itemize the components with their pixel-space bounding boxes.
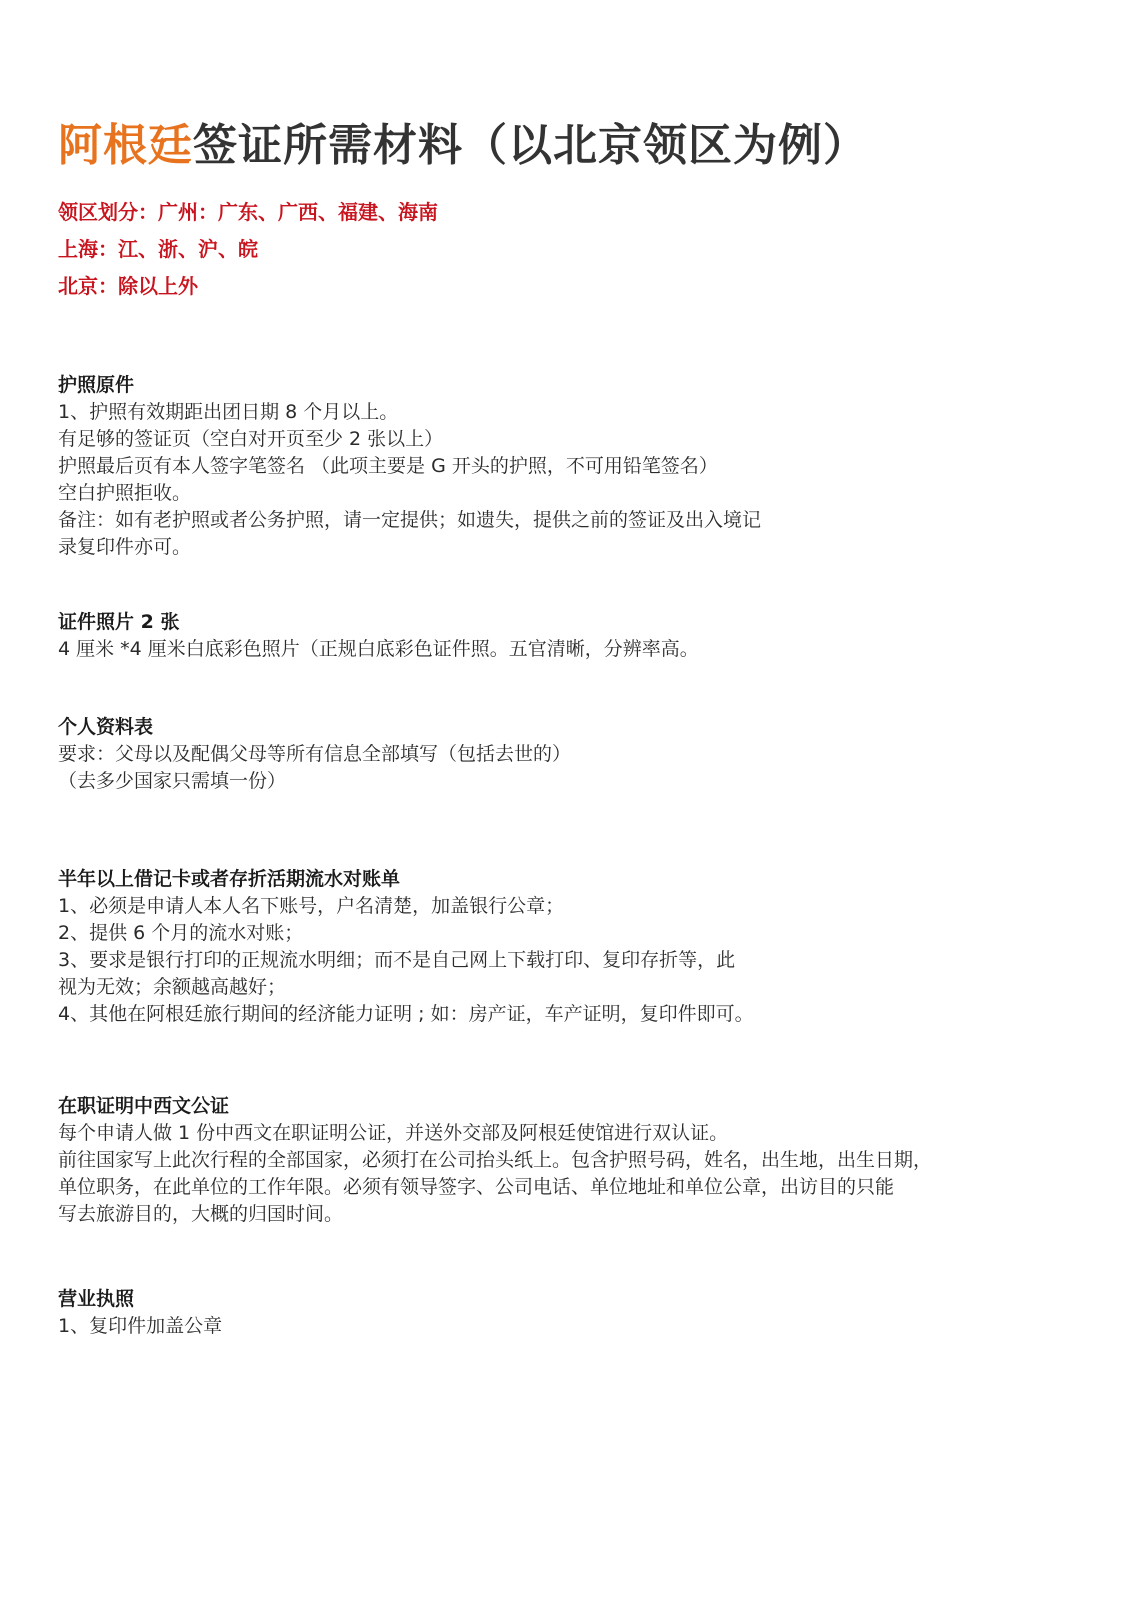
section-line: 备注：如有老护照或者公务护照，请一定提供；如遗失，提供之前的签证及出入境记 — [58, 509, 762, 531]
section-line: 写去旅游目的，大概的归国时间。 — [58, 1203, 344, 1225]
section-heading: 证件照片 2 张 — [58, 611, 180, 633]
section-line: 有足够的签证页（空白对开页至少 2 张以上） — [58, 428, 444, 450]
section-line: 单位职务，在此单位的工作年限。必须有领导签字、公司电话、单位地址和单位公章，出访目的只能 — [58, 1176, 895, 1198]
title-rest: 签证所需材料（以北京领区为例） — [193, 120, 868, 171]
section-line: 1、复印件加盖公章 — [58, 1315, 223, 1337]
section-heading: 在职证明中西文公证 — [58, 1095, 230, 1117]
section-photos — [58, 609, 1068, 663]
title-country: 阿根廷 — [58, 120, 193, 171]
section-line: （去多少国家只需填一份） — [58, 770, 287, 792]
section-line: 护照最后页有本人签字笔签名 （此项主要是 G 开头的护照，不可用铅笔签名） — [58, 455, 718, 477]
section-line: 空白护照拒收。 — [58, 482, 192, 504]
section-heading: 个人资料表 — [58, 716, 154, 738]
section-line: 4、其他在阿根廷旅行期间的经济能力证明 ; 如：房产证，车产证明，复印件即可。 — [58, 1003, 754, 1025]
section-employment-certificate — [58, 1093, 1068, 1228]
section-heading: 护照原件 — [58, 374, 135, 396]
section-bank-statement — [58, 866, 1068, 1028]
section-line: 要求：父母以及配偶父母等所有信息全部填写（包括去世的） — [58, 743, 572, 765]
section-heading: 半年以上借记卡或者存折活期流水对账单 — [58, 868, 401, 890]
section-line: 前往国家写上此次行程的全部国家，必须打在公司抬头纸上。包含护照号码，姓名，出生地，出生日期， — [58, 1149, 933, 1171]
consular-region-list — [58, 194, 438, 305]
section-passport — [58, 372, 1068, 561]
region-line: 上海：江、浙、沪、皖 — [58, 237, 258, 261]
page-title — [58, 118, 868, 174]
section-business-license — [58, 1286, 1068, 1340]
section-line: 2、提供 6 个月的流水对账； — [58, 922, 304, 944]
section-line: 1、护照有效期距出团日期 8 个月以上。 — [58, 401, 399, 423]
section-line: 3、要求是银行打印的正规流水明细；而不是自己网上下载打印、复印存折等，此 — [58, 949, 736, 971]
section-heading: 营业执照 — [58, 1288, 135, 1310]
section-line: 录复印件亦可。 — [58, 536, 192, 558]
section-personal-info-form — [58, 714, 1068, 795]
region-line: 领区划分：广州：广东、广西、福建、海南 — [58, 200, 438, 224]
section-line: 视为无效；余额越高越好； — [58, 976, 287, 998]
section-line: 4 厘米 *4 厘米白底彩色照片（正规白底彩色证件照。五官清晰，分辨率高。 — [58, 638, 699, 660]
section-line: 每个申请人做 1 份中西文在职证明公证，并送外交部及阿根廷使馆进行双认证。 — [58, 1122, 729, 1144]
section-line: 1、必须是申请人本人名下账号，户名清楚，加盖银行公章； — [58, 895, 565, 917]
region-line: 北京：除以上外 — [58, 274, 198, 298]
